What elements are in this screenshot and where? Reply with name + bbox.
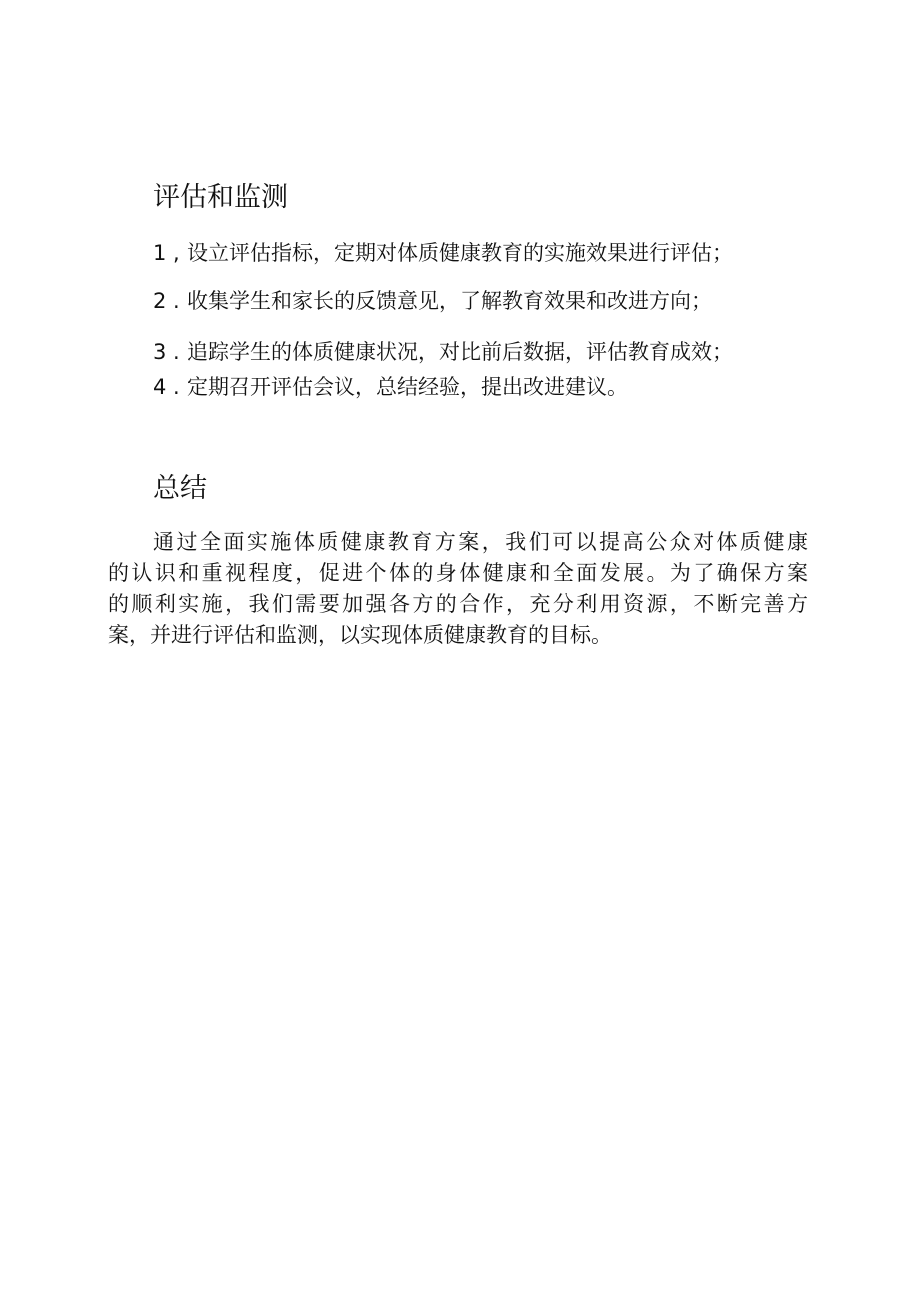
section-heading-summary: 总结 [153, 473, 207, 504]
list-item [153, 338, 733, 366]
section-heading-evaluation: 评估和监测 [153, 182, 288, 213]
list-item-separator: , [173, 241, 180, 265]
list-item-separator: . [173, 340, 180, 364]
list-item-number: 3 [153, 340, 167, 364]
list-item-text: 定期召开评估会议，总结经验，提出改进建议。 [187, 375, 628, 399]
list-item [153, 373, 628, 401]
list-item-text: 收集学生和家长的反馈意见，了解教育效果和改进方向； [187, 289, 712, 313]
summary-paragraph [108, 527, 808, 651]
list-item-number: 4 [153, 375, 167, 399]
list-item-text: 追踪学生的体质健康状况，对比前后数据，评估教育成效； [187, 340, 733, 364]
list-item-separator: . [173, 289, 180, 313]
paragraph-line: 通过全面实施体质健康教育方案，我们可以提高公众对体质健康 [153, 530, 808, 554]
list-item [153, 287, 712, 315]
list-item-separator: . [173, 375, 180, 399]
paragraph-line: 的顺利实施，我们需要加强各方的合作，充分利用资源，不断完善方 [108, 592, 808, 616]
paragraph-line: 的认识和重视程度，促进个体的身体健康和全面发展。为了确保方案 [108, 561, 808, 585]
list-item-number: 2 [153, 289, 167, 313]
list-item [153, 239, 733, 267]
list-item-text: 设立评估指标，定期对体质健康教育的实施效果进行评估； [187, 241, 733, 265]
paragraph-line: 案，并进行评估和监测，以实现体质健康教育的目标。 [108, 623, 612, 647]
list-item-number: 1 [153, 241, 167, 265]
